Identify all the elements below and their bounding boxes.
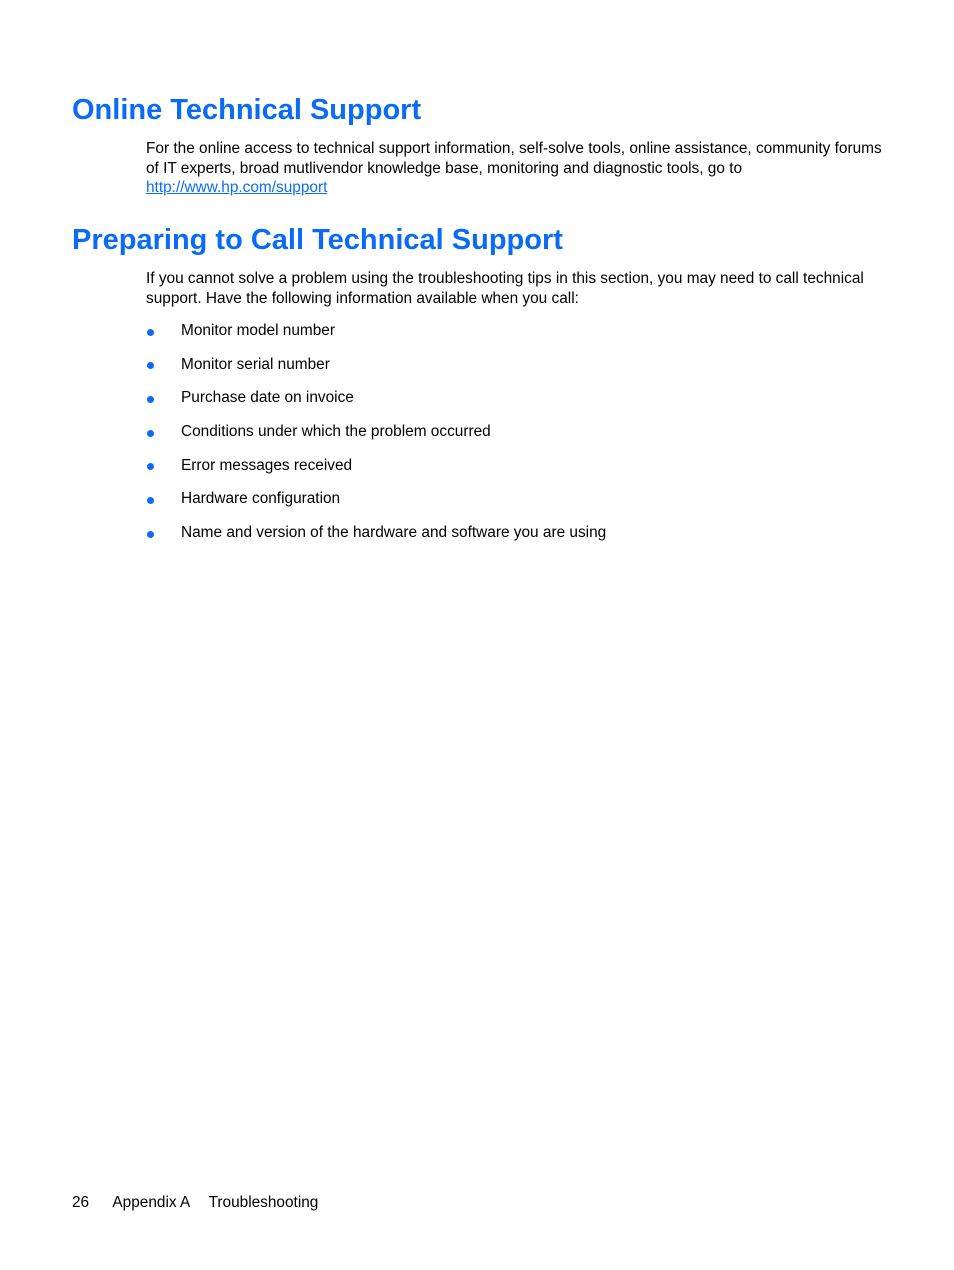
page-footer	[72, 1193, 318, 1213]
list-item	[146, 523, 866, 557]
heading-online-technical-support: Online Technical Support	[72, 94, 422, 126]
list-item-text: Conditions under which the problem occurred	[181, 423, 491, 441]
bullet-icon	[147, 396, 154, 403]
list-item-text: Name and version of the hardware and software you are using	[181, 524, 607, 542]
list-item	[146, 388, 866, 422]
list-item	[146, 489, 866, 523]
list-item-text: Monitor model number	[181, 322, 335, 339]
page-number: 26	[72, 1194, 90, 1211]
bullet-icon	[147, 497, 154, 504]
heading-preparing-to-call: Preparing to Call Technical Support	[72, 224, 563, 256]
bullet-icon	[147, 329, 154, 336]
online-support-text: For the online access to technical support information, self-solve tools, online assistance, community forums of IT experts, broad mutlivendor knowledge base, monitoring and diagnostic tools, go to	[146, 140, 882, 177]
paragraph-online-support	[146, 139, 882, 198]
support-link[interactable]: http://www.hp.com/support	[146, 179, 328, 196]
list-item	[146, 422, 866, 456]
info-checklist	[146, 321, 866, 557]
footer-appendix: Appendix A	[112, 1194, 191, 1211]
footer-chapter: Troubleshooting	[208, 1194, 319, 1211]
bullet-icon	[147, 362, 154, 369]
list-item	[146, 456, 866, 490]
list-item-text: Hardware configuration	[181, 490, 341, 508]
list-item-text: Purchase date on invoice	[181, 389, 354, 407]
paragraph-preparing-to-call: If you cannot solve a problem using the troubleshooting tips in this section, you may need to call technical support. Have the following information available when you call:	[146, 270, 864, 307]
bullet-icon	[147, 531, 154, 538]
bullet-icon	[147, 463, 154, 470]
bullet-icon	[147, 430, 154, 437]
list-item	[146, 321, 866, 355]
list-item	[146, 355, 866, 389]
list-item-text: Monitor serial number	[181, 355, 330, 373]
list-item-text: Error messages received	[181, 456, 353, 474]
